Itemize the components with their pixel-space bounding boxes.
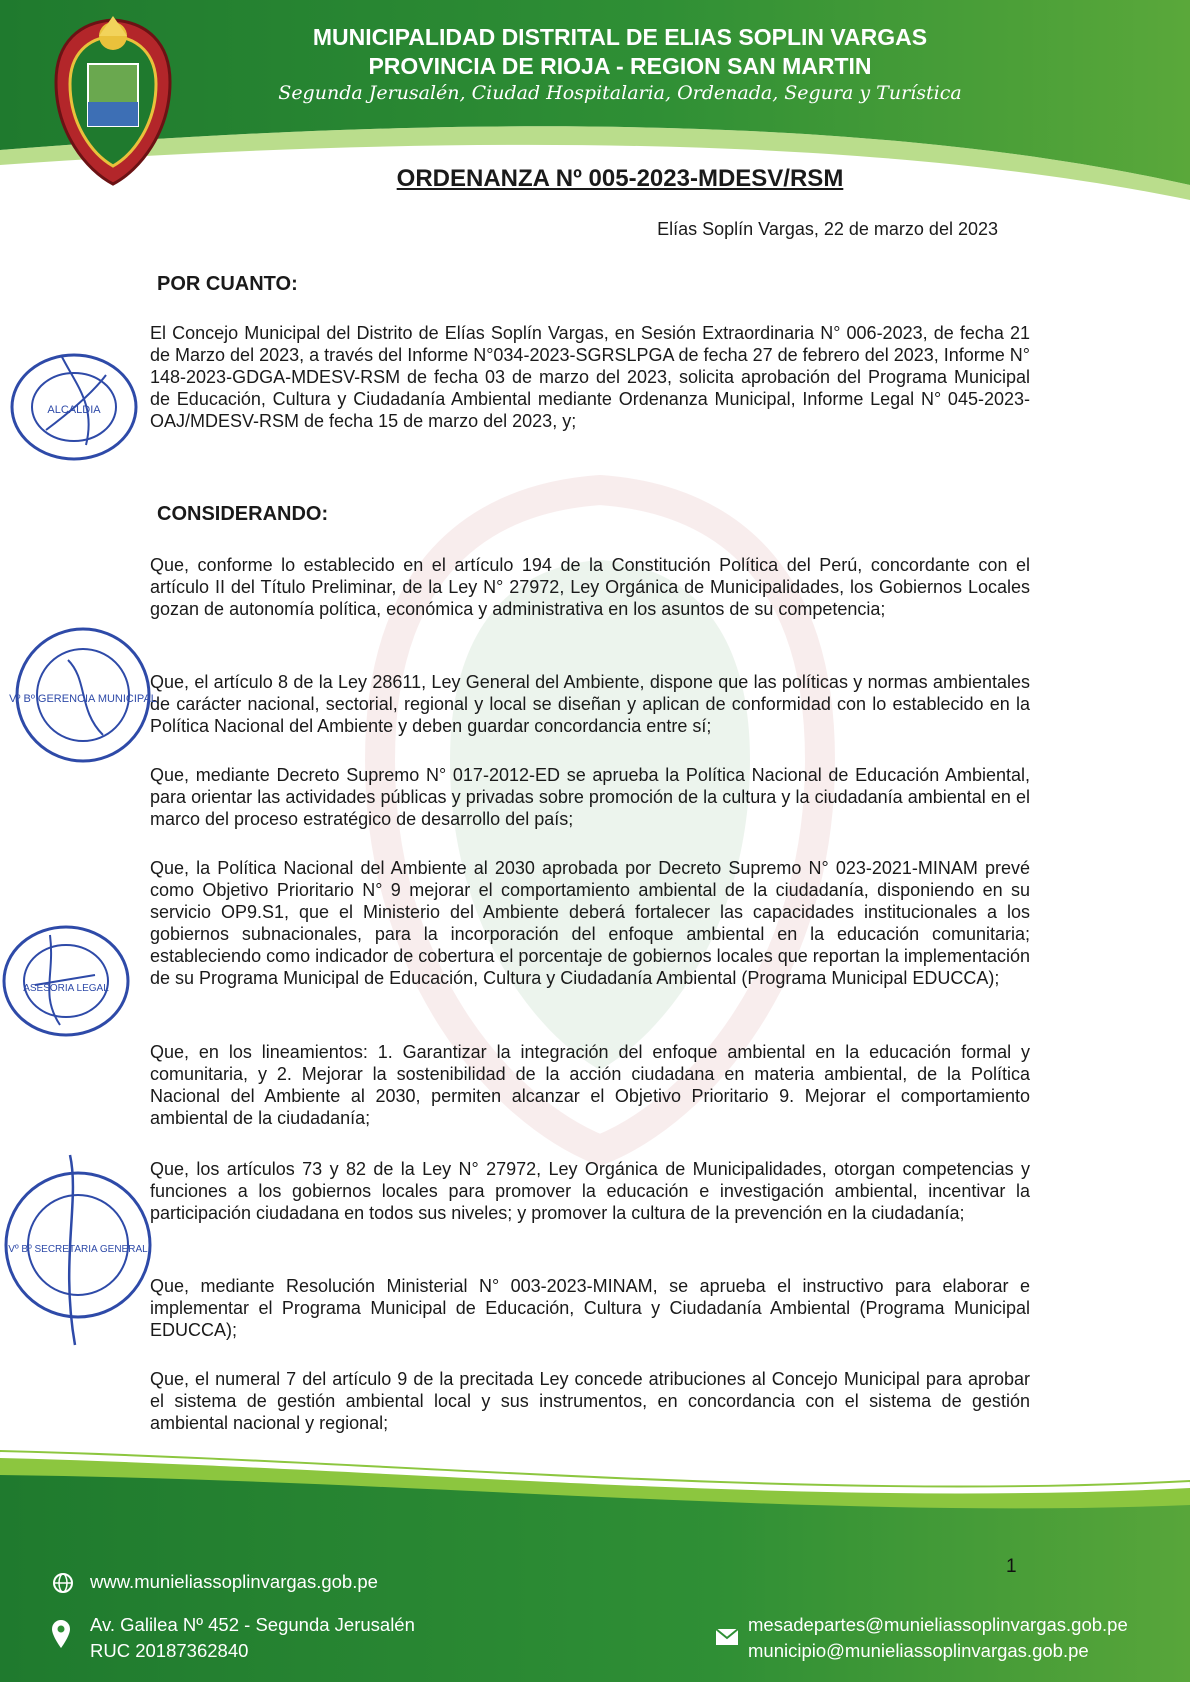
page-number: 1 xyxy=(1006,1556,1017,1577)
secretaria-stamp-icon xyxy=(0,1150,160,1350)
location-pin-icon xyxy=(50,1618,72,1650)
org-province: PROVINCIA DE RIOJA - REGION SAN MARTIN xyxy=(368,53,872,79)
considerando-paragraph: Que, el artículo 8 de la Ley 28611, Ley General del Ambiente, dispone que las políticas y normas ambientales de carácter nacional, sectorial, regional y local se diseñan y aplican de conformidad con lo establecido en la Política Nacional del Ambiente y deben guardar concordancia entre sí; xyxy=(150,672,1030,736)
considerando-paragraph: Que, mediante Decreto Supremo N° 017-2012-ED se aprueba la Política Nacional de Educación Ambiental, para orientar las actividades públicas y privadas sobre promoción de la cultura y la ciudadanía ambiental en el marco del proceso estratégico de desarrollo del país; xyxy=(150,765,1030,829)
stamp-center-text: ALCALDIA xyxy=(47,404,101,416)
document-title: ORDENANZA Nº 005-2023-MDESV/RSM xyxy=(396,165,844,192)
considerando-paragraph: Que, en los lineamientos: 1. Garantizar la integración del enfoque ambiental en la educación formal y comunitaria, y 2. Mejorar la sostenibilidad de la acción ciudadana en materia ambiental, de la Política Nacional del Ambiente al 2030, permiten alcanzar el Objetivo Prioritario 9. Mejorar el comportamiento ambiental de la ciudadanía; xyxy=(150,1042,1030,1128)
stamp-center-text: Vº Bº SECRETARIA GENERAL xyxy=(8,1244,148,1255)
alcaldia-stamp-icon xyxy=(6,335,141,480)
por-cuanto-paragraph: El Concejo Municipal del Distrito de Elías Soplín Vargas, en Sesión Extraordinaria N° 006-2023, de fecha 21 de Marzo del 2023, a través del Informe N°034-2023-SGRSLPGA de fecha 27 de febrero del 2023, Informe N° 148-2023-GDGA-MDESV-RSM de fecha 03 de marzo del 2023, solicita aprobación del Programa Municipal de Educación, Cultura y Ciudadanía Ambiental mediante Ordenanza Municipal, Informe Legal N° 045-2023-OAJ/MDESV-RSM de fecha 15 de marzo del 2023, y; xyxy=(150,323,1030,431)
considerando-paragraph: Que, conforme lo establecido en el artículo 194 de la Constitución Política del Perú, concordante con el artículo II del Título Preliminar, de la Ley N° 27972, Ley Orgánica de Municipalidades, los Gobiernos Locales gozan de autonomía política, económica y administrativa en los asuntos de su competencia; xyxy=(150,555,1030,619)
por-cuanto-heading: POR CUANTO: xyxy=(157,273,298,295)
considerando-paragraph: Que, los artículos 73 y 82 de la Ley N° 27972, Ley Orgánica de Municipalidades, otorgan competencias y funciones a los gobiernos locales para promover la educación e investigación ambiental, incentivar la participación ciudadana en todos sus niveles; y promover la cultura de la prevención en la ciudadanía; xyxy=(150,1159,1030,1223)
stamp-center-text: Vº Bº GERENCIA MUNICIPAL xyxy=(9,693,157,705)
gerencia-stamp-icon xyxy=(8,620,158,770)
considerando-paragraph: Que, la Política Nacional del Ambiente al 2030 aprobada por Decreto Supremo N° 023-2021-MINAM prevé como Objetivo Prioritario N° 9 mejorar el comportamiento ambiental de la ciudadanía, disponiendo en su servicio OP9.S1, que el Ministerio del Ambiente deberá fortalecer las capacidades institucionales a los gobiernos subnacionales, para la incorporación del enfoque ambiental en la educación comunitaria; estableciendo como indicador de cobertura el porcentaje de gobiernos locales que reportan la implementación de su Programa Municipal de Educación, Cultura y Ciudadanía Ambiental (Programa Municipal EDUCCA); xyxy=(150,858,1030,988)
considerando-paragraph: Que, mediante Resolución Ministerial N° 003-2023-MINAM, se aprueba el instructivo para elaborar e implementar el Programa Municipal de Educación, Cultura y Ciudadanía Ambiental (Programa Municipal EDUCCA); xyxy=(150,1276,1030,1340)
asesoria-stamp-icon xyxy=(0,915,140,1050)
footer-email-municipio[interactable]: municipio@munieliassoplinvargas.gob.pe xyxy=(748,1640,1089,1661)
considerando-heading: CONSIDERANDO: xyxy=(157,503,329,525)
org-name: MUNICIPALIDAD DISTRITAL DE ELIAS SOPLIN VARGAS xyxy=(312,24,928,50)
municipal-coat-of-arms-icon xyxy=(48,12,178,192)
stamp-center-text: ASESORIA LEGAL xyxy=(23,983,109,994)
date-line: Elías Soplín Vargas, 22 de marzo del 2023 xyxy=(657,219,998,239)
footer-ruc: RUC 20187362840 xyxy=(90,1640,249,1661)
org-motto: Segunda Jerusalén, Ciudad Hospitalaria, Ordenada, Segura y Turística xyxy=(278,82,962,104)
globe-icon xyxy=(52,1572,74,1594)
footer-email-mesadepartes[interactable]: mesadepartes@munieliassoplinvargas.gob.pe xyxy=(748,1614,1128,1635)
envelope-icon xyxy=(715,1628,739,1646)
considerando-paragraph: Que, el numeral 7 del artículo 9 de la precitada Ley concede atribuciones al Concejo Municipal para aprobar el sistema de gestión ambiental local y sus instrumentos, en concordancia con el sistema de gestión ambiental nacional y regional; xyxy=(150,1369,1030,1433)
footer-website[interactable]: www.munieliassoplinvargas.gob.pe xyxy=(90,1571,378,1592)
footer-address: Av. Galilea Nº 452 - Segunda Jerusalén xyxy=(90,1614,415,1635)
